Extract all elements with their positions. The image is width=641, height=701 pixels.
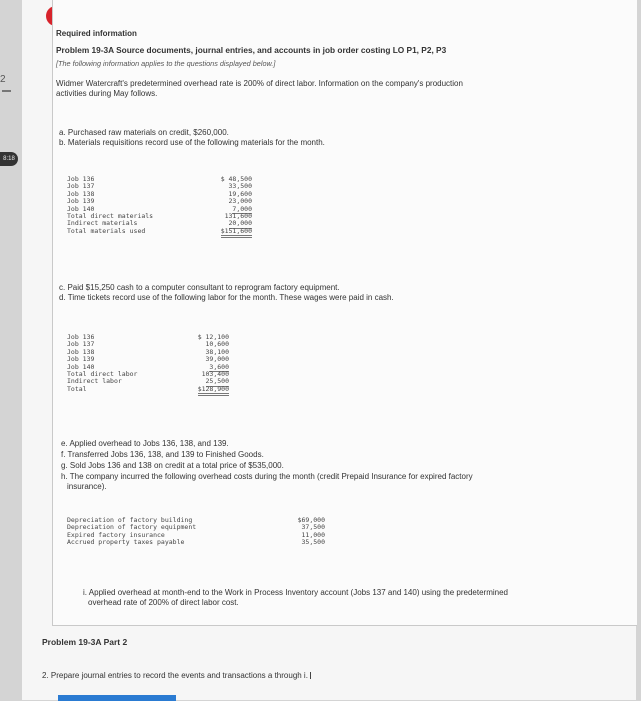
item-f: f. Transferred Jobs 136, 138, and 139 to Finished Goods. — [61, 450, 264, 459]
side-time-badge: 8:18 — [0, 152, 18, 166]
table-row — [67, 183, 252, 190]
row-label: Total materials used — [67, 226, 146, 235]
part-2-title: Problem 19-3A Part 2 — [42, 637, 128, 647]
intro-line-1: Widmer Watercraft's predetermined overhead rate is 200% of direct labor. Information on the company's production — [56, 79, 463, 88]
item-i-line-1: i. Applied overhead at month-end to the Work in Process Inventory account (Jobs 137 and 140) using the predetermined — [83, 588, 508, 597]
table-row — [67, 198, 252, 205]
part-2-instruction-text: 2. Prepare journal entries to record the events and transactions a through i. — [42, 671, 308, 680]
row-value: 35,500 — [301, 538, 325, 547]
item-h-line-1: h. The company incurred the following overhead costs during the month (credit Prepaid Insurance for expired factory — [61, 472, 473, 481]
problem-title: Problem 19-3A Source documents, journal entries, and accounts in job order costing LO P1, P2, P3 — [56, 45, 447, 55]
row-label: Accrued property taxes payable — [67, 538, 185, 547]
row-value: 23,000 — [228, 197, 252, 206]
row-label: Job 140 — [67, 204, 95, 213]
row-label: Indirect labor — [67, 377, 122, 386]
subtitle-note: [The following information applies to the questions displayed below.] — [56, 59, 276, 68]
row-label: Job 138 — [67, 347, 95, 356]
item-b: b. Materials requisitions record use of the following materials for the month. — [59, 138, 325, 147]
row-value: $ 12,100 — [197, 333, 229, 341]
row-label: Job 137 — [67, 182, 95, 191]
table-row — [67, 386, 229, 393]
table-row — [67, 176, 252, 183]
item-a: a. Purchased raw materials on credit, $260,000. — [59, 128, 229, 137]
row-label: Depreciation of factory building — [67, 516, 193, 524]
row-value: 103,400 — [201, 369, 229, 378]
required-info-heading: Required information — [56, 29, 137, 38]
row-value: 25,500 — [205, 377, 229, 386]
table-row — [67, 228, 252, 235]
item-e: e. Applied overhead to Jobs 136, 138, and 139. — [61, 439, 229, 448]
item-g: g. Sold Jobs 136 and 138 on credit at a total price of $535,000. — [61, 461, 284, 470]
row-label: Depreciation of factory equipment — [67, 523, 197, 532]
row-value: $ 48,500 — [220, 175, 252, 183]
row-label: Total — [67, 384, 87, 393]
row-label: Total direct materials — [67, 211, 154, 220]
row-label: Job 136 — [67, 175, 95, 183]
required-information-panel — [52, 0, 637, 626]
row-value: $128,900 — [198, 386, 229, 396]
row-value: 11,000 — [301, 530, 325, 539]
row-value: 37,500 — [301, 523, 325, 532]
row-label: Total direct labor — [67, 369, 138, 378]
row-label: Job 137 — [67, 340, 95, 349]
row-value: 38,100 — [205, 347, 229, 356]
row-value: 33,500 — [228, 182, 252, 191]
row-label: Job 138 — [67, 189, 95, 198]
overhead-costs-table — [67, 517, 325, 547]
item-h-line-2: insurance). — [67, 482, 107, 491]
item-i-line-2: overhead rate of 200% of direct labor cost. — [88, 598, 239, 607]
part-2-instruction — [42, 671, 314, 680]
row-value: 20,000 — [228, 219, 252, 228]
row-value: 131,600 — [224, 211, 252, 220]
intro-line-2: activities during May follows. — [56, 89, 158, 98]
row-value: 39,000 — [205, 355, 229, 364]
labor-table — [67, 334, 229, 393]
part-2-tab-button[interactable] — [58, 695, 176, 701]
side-marker — [0, 74, 14, 94]
row-value: 19,600 — [228, 189, 252, 198]
page — [22, 0, 636, 700]
row-value: 7,000 — [232, 204, 252, 213]
row-label: Job 136 — [67, 333, 95, 341]
item-c: c. Paid $15,250 cash to a computer consultant to reprogram factory equipment. — [59, 283, 340, 292]
text-cursor-icon — [310, 672, 314, 679]
row-value: 3,600 — [209, 362, 229, 371]
row-value: $69,000 — [297, 516, 325, 524]
side-marker-text: 2 — [0, 74, 6, 85]
row-value: 10,600 — [205, 340, 229, 349]
row-label: Job 139 — [67, 197, 95, 206]
row-label: Job 139 — [67, 355, 95, 364]
row-label: Expired factory insurance — [67, 530, 165, 539]
table-row — [67, 191, 252, 198]
row-value: $151,600 — [221, 228, 252, 238]
materials-table — [67, 176, 252, 235]
row-label: Job 140 — [67, 362, 95, 371]
item-d: d. Time tickets record use of the following labor for the month. These wages were paid in cash. — [59, 293, 394, 302]
table-row — [67, 539, 325, 546]
side-marker-bar — [2, 90, 11, 92]
row-label: Indirect materials — [67, 219, 138, 228]
